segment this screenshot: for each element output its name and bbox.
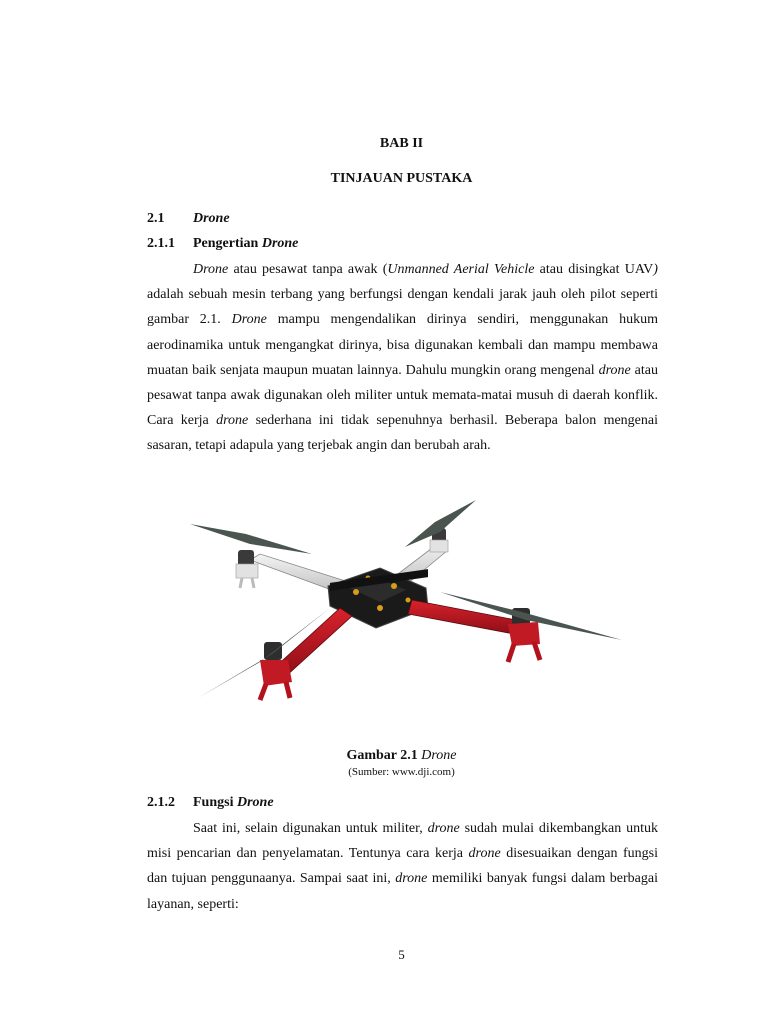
text-em: drone (427, 821, 460, 836)
text: sudah mulai dikembangkan untuk misi pencarian dan penyelamatan. Tentunya cara kerja (147, 821, 658, 862)
page-number: 5 (398, 947, 405, 962)
section-number: 2.1.1 (147, 236, 175, 251)
figure-caption (0, 748, 768, 764)
text: disesuaikan dengan fungsi dan tujuan penggunaanya. Sampai saat ini, (147, 846, 658, 887)
text-em: drone (216, 413, 249, 429)
propeller (190, 524, 312, 554)
text: memiliki banyak fungsi dalam berbagai layanan, seperti: (147, 871, 658, 912)
section-label-em: Drone (236, 795, 274, 810)
section-heading-2-1 (147, 211, 230, 227)
text: atau disingkat UAV (534, 262, 654, 277)
text-em: Drone (231, 312, 267, 328)
text: adalah sebuah mesin terbang yang berfungsi dengan kendali jarak jauh oleh pilot seperti gambar 2.1. (147, 287, 658, 328)
paragraph-definition (147, 257, 658, 459)
chapter-label: BAB II (379, 136, 424, 151)
text: mampu mengendalikan dirinya sendiri, menggunakan hukum aerodinamika untuk mengangkat dirinya, bisa digunakan kembali dan mampu membawa muatan baik senjata maupun muatan lainnya. Dahulu mungkin orang mengenal (147, 312, 658, 378)
front-left-arm (260, 608, 352, 700)
text: sederhana ini tidak sepenuhnya berhasil. Beberapa balon mengenai sasaran, tetapi adapula yang terjebak angin dan berubah arah. (147, 413, 658, 454)
section-label-em: Drone (261, 236, 299, 251)
text: Saat ini, selain digunakan untuk militer, (193, 821, 428, 836)
section-heading-2-1-1 (147, 236, 298, 252)
text-em: Unmanned Aerial Vehicle (387, 262, 535, 277)
section-label: Pengertian (193, 236, 262, 251)
text-em: Drone (193, 262, 229, 277)
section-number: 2.1.2 (147, 795, 175, 810)
text: atau pesawat tanpa awak ( (228, 262, 388, 277)
text-em: ) (653, 262, 658, 277)
text-em: drone (598, 362, 631, 378)
figure-label: Gambar 2.1 (346, 748, 418, 763)
text-em: drone (395, 871, 428, 887)
text: atau pesawat tanpa awak digunakan oleh militer untuk memata-matai musuh di daerah konflik. Cara kerja (147, 362, 658, 429)
front-right-arm (408, 600, 540, 662)
section-label: Drone (193, 211, 230, 226)
section-label: Fungsi (193, 795, 237, 810)
drone-image (180, 492, 630, 742)
section-heading-2-1-2 (147, 795, 274, 811)
chapter-title: TINJAUAN PUSTAKA (330, 171, 473, 186)
text-em: drone (468, 846, 501, 862)
figure-label-em: Drone (421, 748, 457, 763)
paragraph-function (147, 816, 658, 917)
figure-source: (Sumber: www.dji.com) (348, 766, 455, 778)
section-number: 2.1 (147, 211, 165, 226)
